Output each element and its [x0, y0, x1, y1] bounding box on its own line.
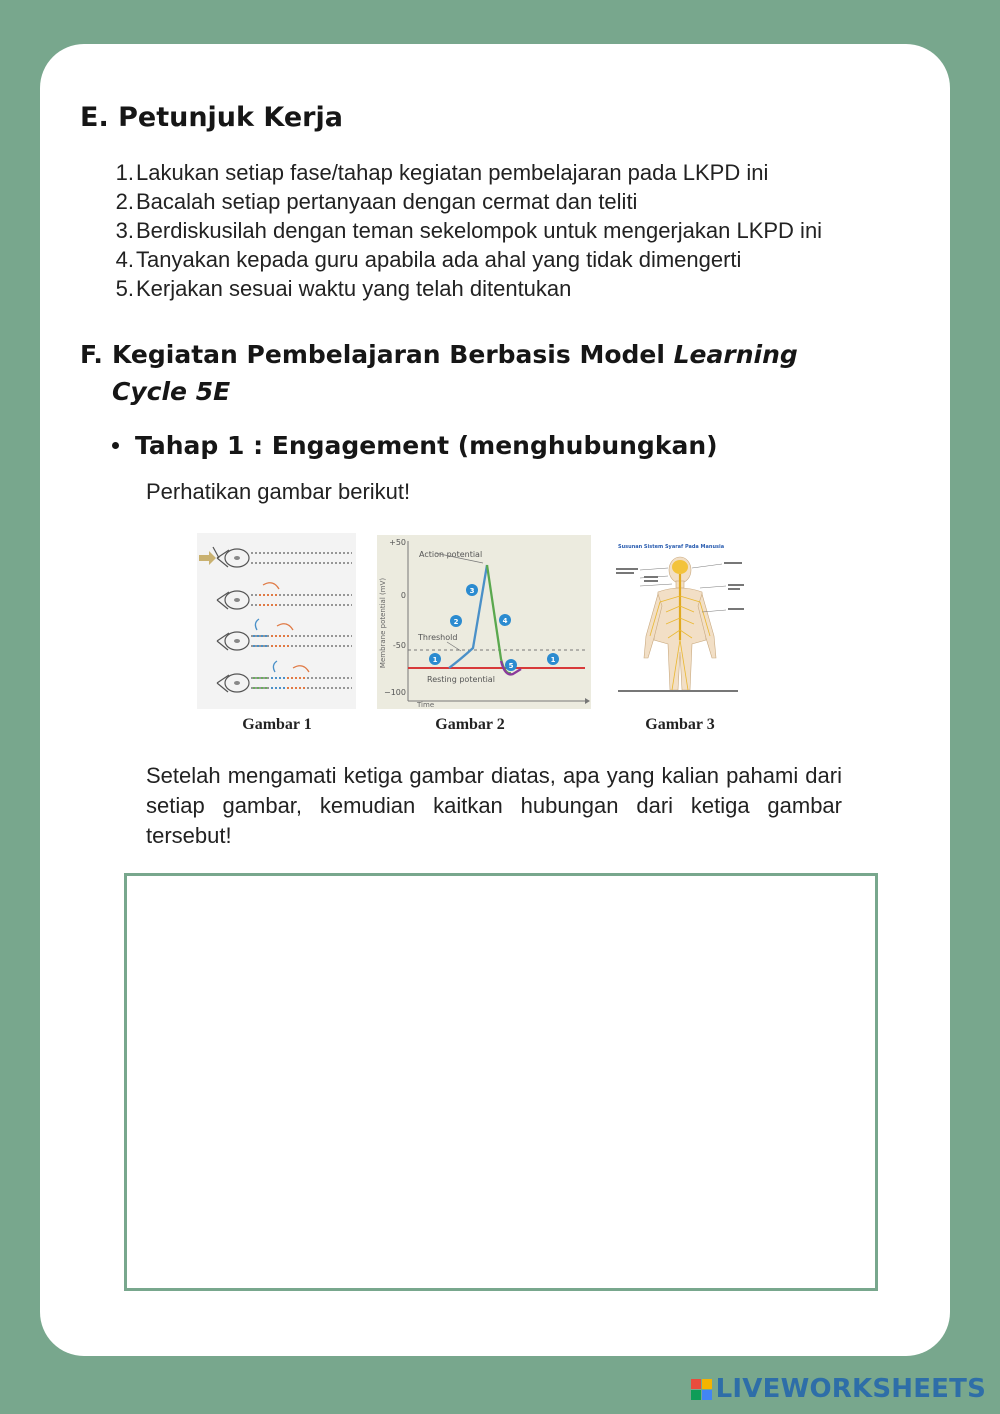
y-tick: 0: [400, 591, 406, 600]
step-marker: 4: [502, 617, 508, 625]
figure-2-label: Gambar 2: [435, 716, 505, 733]
section-f-title: F. Kegiatan Pembelajaran Berbasis Model Learning Cycle 5E: [80, 340, 798, 406]
list-item: 4. Tanyakan kepada guru apabila ada ahal yang tidak dimengerti: [115, 247, 742, 272]
answer-box[interactable]: [124, 873, 878, 1291]
step-marker: 3: [469, 587, 475, 595]
intro-text: Perhatikan gambar berikut!: [146, 479, 411, 504]
x-axis-label: Time: [417, 701, 435, 709]
step-marker: 1: [432, 656, 438, 664]
figure-1-label: Gambar 1: [242, 716, 312, 733]
y-tick: −100: [384, 688, 406, 697]
y-axis-label: Membrane potential (mV): [379, 577, 387, 669]
y-tick: +50: [389, 538, 406, 547]
figure-3-label: Gambar 3: [645, 716, 715, 733]
bullet-icon: [112, 442, 119, 449]
list-item: 2. Bacalah setiap pertanyaan dengan cermat dan teliti: [115, 189, 638, 214]
figure-3-title: Susunan Sistem Syaraf Pada Manusia: [618, 544, 725, 550]
step-marker: 2: [453, 618, 459, 626]
logo-square: [691, 1379, 701, 1389]
step-marker: 5: [508, 662, 514, 670]
question-text: Setelah mengamati ketiga gambar diatas, apa yang kalian pahami dari setiap gambar, kemudian kaitkan hubungan dari ketiga gambar tersebut!: [146, 763, 842, 848]
y-tick: -50: [392, 641, 406, 650]
action-potential-label: Action potential: [419, 550, 483, 559]
logo-square: [702, 1379, 712, 1389]
resting-potential-label: Resting potential: [427, 675, 495, 684]
list-item: 1. Lakukan setiap fase/tahap kegiatan pembelajaran pada LKPD ini: [115, 160, 769, 185]
stage-title: Tahap 1 : Engagement (menghubungkan): [112, 431, 718, 460]
liveworksheets-logo: [691, 1374, 986, 1404]
figure-2-action-potential-chart: [377, 535, 591, 709]
logo-square: [691, 1390, 701, 1400]
list-item: 3. Berdiskusilah dengan teman sekelompok untuk mengerjakan LKPD ini: [115, 218, 823, 243]
threshold-label: Threshold: [418, 633, 458, 642]
section-e-title: E. Petunjuk Kerja: [80, 102, 343, 133]
instruction-list: [108, 158, 822, 303]
logo-icon: [691, 1379, 712, 1400]
figure-1-neuron-impulse: [197, 533, 356, 709]
step-marker: 1: [550, 656, 556, 664]
logo-square: [702, 1390, 712, 1400]
list-item: 5. Kerjakan sesuai waktu yang telah ditentukan: [115, 276, 572, 301]
brand-name: LIVEWORKSHEETS: [715, 1374, 986, 1404]
figure-3-nervous-system: [610, 540, 750, 696]
